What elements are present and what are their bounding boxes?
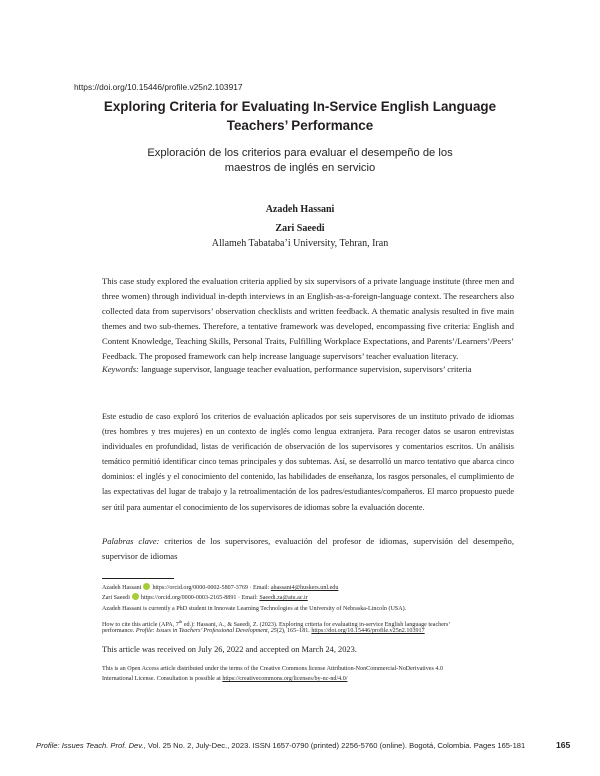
orcid-icon bbox=[143, 583, 150, 590]
citation-prefix: How to cite this article (APA, 7 bbox=[102, 622, 179, 629]
orcid-icon bbox=[132, 593, 139, 600]
email-label: · Email: bbox=[236, 595, 260, 601]
author-1-email-link[interactable]: ahassani4@huskers.unl.edu bbox=[270, 585, 339, 591]
author-name: Azadeh Hassani bbox=[265, 204, 335, 215]
subtitle-line-1: Exploración de los criterios para evaluar el desempeño de los bbox=[147, 147, 453, 159]
open-access-prefix: International License. Consultation is possible at bbox=[102, 676, 223, 682]
received-note: This article was received on July 26, 2022 and accepted on March 24, 2023. bbox=[102, 645, 357, 654]
citation-line2-b: (2), 165–181. bbox=[276, 628, 312, 634]
keywords-label: Keywords: bbox=[102, 364, 139, 374]
article-title: Exploring Criteria for Evaluating In-Service English Language Teachers’ Performance bbox=[103, 99, 497, 133]
footer-details: , Vol. 25 No. 2, July-Dec., 2023. ISSN 1657-0790 (printed) 2256-5760 (online). Bogotá, Colombia. Pages 165-181 bbox=[143, 741, 526, 750]
citation-doi-link[interactable]: https://doi.org/10.15446/profile.v25n2.103917 bbox=[311, 628, 425, 634]
palabras-label: Palabras clave: bbox=[102, 536, 160, 546]
open-access-note: This is an Open Access article distributed under the terms of the Creative Commons license Attribution-NonCommercial-NoDerivatives 4.0 bbox=[102, 666, 443, 672]
palabras-text: criterios de los supervisores, evaluación del profesor de idiomas, supervisión del desempeño, supervisor de idiomas bbox=[102, 536, 514, 562]
article-subtitle bbox=[90, 146, 510, 176]
footer-journal: Profile: Issues Teach. Prof. Dev. bbox=[36, 741, 144, 750]
footnote-author-1 bbox=[102, 583, 514, 594]
author-1-orcid-link[interactable]: https://orcid.org/0000-0002-5807-3769 bbox=[152, 585, 248, 591]
license-link[interactable]: https://creativecommons.org/licenses/by-nc-nd/4.0/ bbox=[222, 676, 348, 682]
email-label: · Email: bbox=[247, 585, 271, 591]
citation-sup: th bbox=[178, 619, 183, 624]
footnote-author-2 bbox=[102, 593, 514, 604]
author-2-name: Zari Saeedi bbox=[102, 595, 130, 601]
page-number: 165 bbox=[556, 740, 571, 750]
citation-line2-a: performance. bbox=[102, 628, 136, 634]
journal-footer bbox=[36, 741, 525, 750]
author-1-name: Azadeh Hassani bbox=[102, 585, 142, 591]
author-2-orcid-link[interactable]: https://orcid.org/0000-0003-2165-8891 bbox=[140, 595, 237, 601]
abstract: This case study explored the evaluation criteria applied by six supervisors of a private language institute (three men and three women) through individual in-depth interviews in an English-as-a-foreign-language context. The researchers also collected data from supervisors’ observation checklists and written feedback. A thematic analysis resulted in five main themes and two sub-themes. Therefore, a tentative framework was developed, encompassing five criteria: English and Content Knowledge, Teaching Skills, Personal Traits, Fulfilling Workplace Expectations, and Parents’/Learners’/Peers’ Feedback. The proposed framework can help increase language supervisors’ teacher evaluation literacy. bbox=[102, 276, 514, 362]
citation-middle: ed.): Hassani, A., & Saeedi, Z. (2023). Exploring criteria for evaluating in-service English language teachers’ bbox=[182, 622, 451, 629]
footnote-citation-2 bbox=[102, 627, 514, 637]
open-access-note-2 bbox=[102, 675, 514, 685]
keywords-text: language supervisor, language teacher evaluation, performance supervision, supervisors’ criteria bbox=[141, 364, 472, 374]
footnote-rule bbox=[102, 578, 174, 579]
subtitle-line-2: maestros de inglés en servicio bbox=[224, 162, 376, 174]
author-2-email-link[interactable]: Saeedi.za@atu.ac.ir bbox=[259, 595, 308, 601]
keywords bbox=[102, 362, 514, 377]
affiliation: Allameh Tabataba’i University, Tehran, Iran bbox=[211, 238, 389, 249]
palabras-clave bbox=[102, 534, 514, 564]
author-name: Zari Saeedi bbox=[275, 223, 325, 234]
doi-link[interactable]: https://doi.org/10.15446/profile.v25n2.103917 bbox=[74, 82, 243, 92]
citation-journal: Profile: Issues in Teachers’ Professional Development, 25 bbox=[135, 628, 277, 634]
resumen: Este estudio de caso exploró los criterios de evaluación aplicados por seis supervisores de un instituto privado de idiomas (tres hombres y tres mujeres) en un contexto de inglés como lengua extranjera. Para recoger datos se usaron entrevistas individuales en profundidad, listas de verificación de observación de los supervisores y comentarios escritos. Un análisis temático permitió identificar cinco temas principales y dos subtemas. Así, se desarrolló un marco tentativo que abarca cinco dominios: el inglés y el conocimiento del contenido, las habilidades de enseñanza, los rasgos personales, el cumplimiento de las expectativas del lugar de trabajo y la retroalimentación de los padres/estudiantes/compañeros. El marco propuesto puede ser útil para aumentar el conocimiento de los supervisores de idiomas sobre la evaluación docente. bbox=[102, 412, 514, 512]
footnote-bio: Azadeh Hassani is currently a PhD student in Innovate Learning Technologies at the University of Nebraska-Lincoln (USA). bbox=[102, 606, 407, 612]
